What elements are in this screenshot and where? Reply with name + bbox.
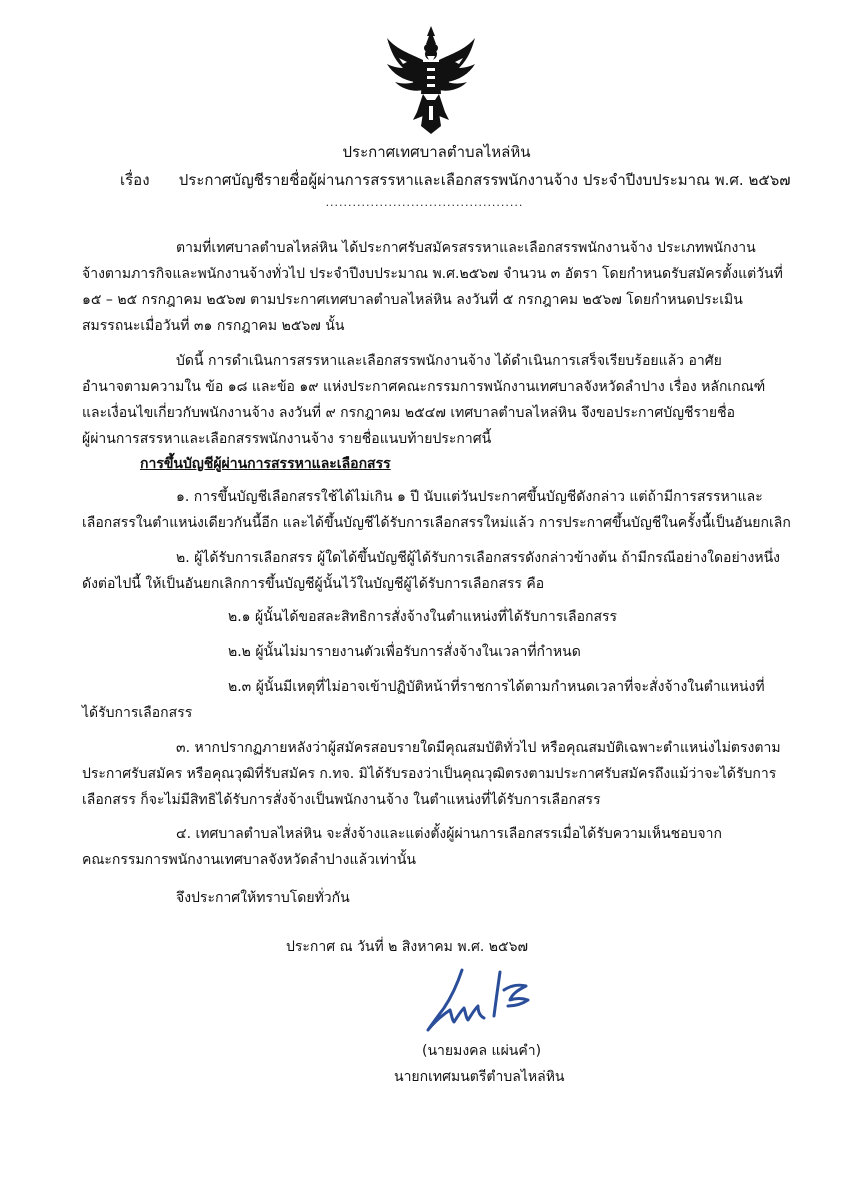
item2-1: ๒.๑ ผู้นั้นได้ขอสละสิทธิการสั่งจ้างในตำแหน่งที่ได้รับการเลือกสรร bbox=[228, 609, 618, 625]
dotted-divider: ............................................ bbox=[325, 196, 524, 209]
date-line: ประกาศ ณ วันที่ ๒ สิงหาคม พ.ศ. ๒๕๖๗ bbox=[286, 939, 529, 955]
para1-line4: สมรรถนะเมื่อวันที่ ๓๑ กรกฎาคม ๒๕๖๗ นั้น bbox=[82, 318, 345, 334]
item3-line1: ๓. หากปรากฏภายหลังว่าผู้สมัครสอบรายใดมีคุณสมบัติทั่วไป หรือคุณสมบัติเฉพาะตำแหน่งไม่ตรงตาม bbox=[176, 740, 781, 756]
para1-line2: จ้างตามภารกิจและพนักงานจ้างทั่วไป ประจำปีงบประมาณ พ.ศ.๒๕๖๗ จำนวน ๓ อัตรา โดยกำหนดรับสมัครตั้งแต่วันที่ bbox=[82, 266, 783, 282]
para2-line4: ผู้ผ่านการสรรหาและเลือกสรรพนักงานจ้าง รายชื่อแนบท้ายประกาศนี้ bbox=[82, 431, 492, 447]
para2-line1: บัดนี้ การดำเนินการสรรหาและเลือกสรรพนักงานจ้าง ได้ดำเนินการเสร็จเรียบร้อยแล้ว อาศัย bbox=[176, 353, 722, 369]
garuda-emblem-icon bbox=[383, 24, 479, 136]
para2-line3: และเงื่อนไขเกี่ยวกับพนักงานจ้าง ลงวันที่ ๙ กรกฎาคม ๒๕๔๗ เทศบาลตำบลไหล่หิน จึงขอประกาศบัญชีรายชื่อ bbox=[82, 405, 736, 421]
item4-line1: ๔. เทศบาลตำบลไหล่หิน จะสั่งจ้างและแต่งตั้งผู้ผ่านการเลือกสรรเมื่อได้รับความเห็นชอบจาก bbox=[176, 826, 722, 842]
item3-line3: เลือกสรร ก็จะไม่มีสิทธิได้รับการสั่งจ้างเป็นพนักงานจ้าง ในตำแหน่งที่ได้รับการเลือกสรร bbox=[82, 792, 601, 808]
subject-label: เรื่อง bbox=[120, 171, 150, 189]
item2-2: ๒.๒ ผู้นั้นไม่มารายงานตัวเพื่อรับการสั่งจ้างในเวลาที่กำหนด bbox=[228, 644, 581, 660]
signer-title: นายกเทศมนตรีตำบลไหล่หิน bbox=[394, 1069, 565, 1085]
item2-line2: ดังต่อไปนี้ ให้เป็นอันยกเลิกการขึ้นบัญชีผู้นั้นไว้ในบัญชีผู้ได้รับการเลือกสรร คือ bbox=[82, 576, 545, 592]
subject-row bbox=[120, 170, 791, 190]
para1-line1: ตามที่เทศบาลตำบลไหล่หิน ได้ประกาศรับสมัครสรรหาและเลือกสรรพนักงานจ้าง ประเภทพนักงาน bbox=[176, 240, 756, 256]
subject-text: ประกาศบัญชีรายชื่อผู้ผ่านการสรรหาและเลือกสรรพนักงานจ้าง ประจำปีงบประมาณ พ.ศ. ๒๕๖๗ bbox=[178, 171, 791, 189]
section-heading: การขึ้นบัญชีผู้ผ่านการสรรหาและเลือกสรร bbox=[140, 456, 391, 472]
item2-3-line2: ได้รับการเลือกสรร bbox=[82, 705, 193, 721]
item1-line2: เลือกสรรในตำแหน่งเดียวกันนี้อีก และได้ขึ้นบัญชีได้รับการเลือกสรรใหม่แล้ว การประกาศขึ้นบัญชีในครั้งนี้เป็นอันยกเลิก bbox=[82, 515, 791, 531]
item3-line2: ประกาศรับสมัคร หรือคุณวุฒิที่รับสมัคร ก.ทจ. มิได้รับรองว่าเป็นคุณวุฒิตรงตามประกาศรับสมัครถึงแม้ว่าจะได้รับการ bbox=[82, 766, 777, 782]
document-title: ประกาศเทศบาลตำบลไหล่หิน bbox=[342, 143, 531, 161]
item1-line1: ๑. การขึ้นบัญชีเลือกสรรใช้ได้ไม่เกิน ๑ ปี นับแต่วันประกาศขึ้นบัญชีดังกล่าว แต่ถ้ามีการสรรหาและ bbox=[176, 489, 763, 505]
para2-line2: อำนาจตามความใน ข้อ ๑๘ และข้อ ๑๙ แห่งประกาศคณะกรรมการพนักงานเทศบาลจังหวัดลำปาง เรื่อง หลักเกณฑ์ bbox=[82, 379, 766, 395]
announce-line: จึงประกาศให้ทราบโดยทั่วกัน bbox=[176, 890, 350, 906]
item4-line2: คณะกรรมการพนักงานเทศบาลจังหวัดลำปางแล้วเท่านั้น bbox=[82, 852, 416, 868]
para1-line3: ๑๕ – ๒๕ กรกฎาคม ๒๕๖๗ ตามประกาศเทศบาลตำบลไหล่หิน ลงวันที่ ๕ กรกฎาคม ๒๕๖๗ โดยกำหนดประเมิน bbox=[82, 292, 743, 308]
item2-3-line1: ๒.๓ ผู้นั้นมีเหตุที่ไม่อาจเข้าปฏิบัติหน้าที่ราชการได้ตามกำหนดเวลาที่จะสั่งจ้างในตำแหน่งที่ bbox=[228, 679, 765, 695]
handwritten-signature-icon bbox=[418, 960, 558, 1040]
item2-line1: ๒. ผู้ได้รับการเลือกสรร ผู้ใดได้ขึ้นบัญชีผู้ได้รับการเลือกสรรดังกล่าวข้างต้น ถ้ามีกรณีอย่างใดอย่างหนึ่ง bbox=[176, 550, 780, 566]
signer-name: (นายมงคล แผ่นคำ) bbox=[422, 1043, 542, 1059]
